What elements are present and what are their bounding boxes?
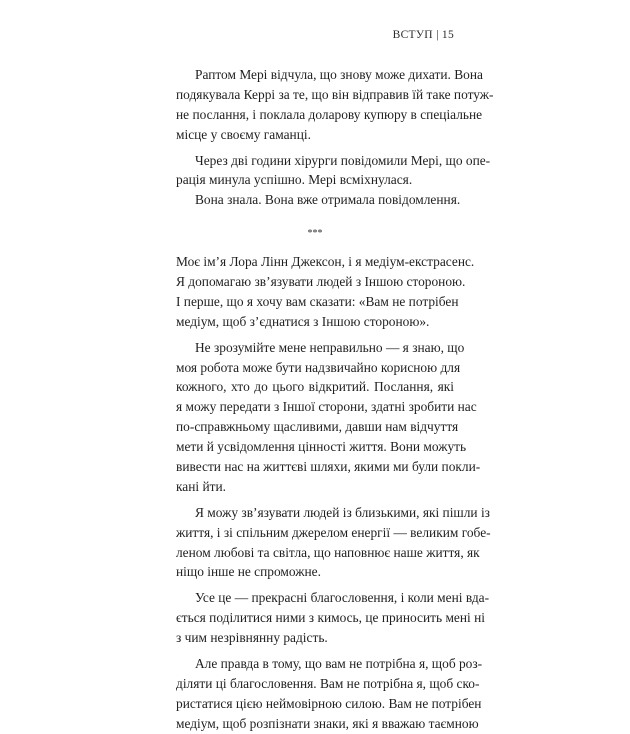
text-line: Вона знала. Вона вже отримала повідомлення. [195, 192, 461, 208]
paragraph [176, 654, 483, 734]
text-line: подякувала Керрі за те, що він відправив їй таке потуж- [176, 86, 494, 102]
paragraph [176, 190, 461, 210]
text-line: Але правда в тому, що вам не потрібна я, щоб роз- [195, 656, 483, 672]
paragraph [176, 151, 491, 191]
text-line: І перше, що я хочу вам сказати: «Вам не потрібен [176, 293, 459, 309]
text-line: Усе це — прекрасні благословення, і коли мені вда- [195, 590, 490, 606]
text-line: ніщо інше не спроможне. [176, 564, 321, 580]
section-title: ВСТУП [392, 29, 433, 41]
paragraph [176, 65, 494, 145]
text-line: медіум, щоб розпізнати знаки, які я вважаю таємною [176, 715, 479, 731]
paragraph [176, 588, 490, 648]
text-line: Через дві години хірурги повідомили Мері, що опе- [195, 152, 491, 168]
running-head [393, 29, 454, 41]
text-line: Я можу зв’язувати людей із близькими, які пішли із [195, 504, 490, 520]
text-line: не послання, і поклала доларову купюру в спеціальне [176, 106, 483, 122]
body-text [176, 65, 494, 734]
text-line: леном любові та світла, що наповнює наше життя, як [176, 544, 480, 560]
text-line: кані йти. [176, 478, 227, 494]
text-line: ристатися цією неймовірною силою. Вам не потрібен [176, 695, 482, 711]
text-line: діляти ці благословення. Вам не потрібна я, щоб ско- [176, 675, 480, 691]
text-line: кожного, хто до цього відкритий. Послання, які [176, 379, 454, 395]
text-line: ється поділитися ними з кимось, це приносить мені ні [176, 610, 485, 626]
text-line: Не зрозумійте мене неправильно — я знаю, що [195, 339, 465, 355]
text-line: медіум, щоб з’єднатися з Іншою стороною». [176, 313, 430, 329]
header-divider: | [436, 29, 439, 41]
text-line: з чим незрівнянну радість. [176, 630, 328, 646]
page-number: 15 [441, 29, 454, 41]
text-line: Я допомагаю зв’язувати людей з Іншою стороною. [176, 274, 466, 290]
text-line: місце у своєму гаманці. [176, 126, 311, 142]
text-line: моя робота може бути надзвичайно корисною для [176, 359, 461, 375]
text-line: життя, і зі спільним джерелом енергії — великим гобе- [176, 524, 491, 540]
text-line: Раптом Мері відчула, що знову може дихати. Вона [195, 67, 483, 82]
text-line: рація минула успішно. Мері всміхнулася. [176, 172, 413, 188]
text-line: мети й усвідомлення цінності життя. Вони можуть [176, 439, 467, 455]
text-line: вивести нас на життєві шляхи, якими ми були покли- [176, 459, 481, 475]
text-line: по-справжньому щасливими, давши нам відчуття [176, 419, 459, 435]
text-line: Моє ім’я Лора Лінн Джексон, і я медіум-екстрасенс. [176, 254, 475, 270]
paragraph [176, 503, 491, 583]
text-line: я можу передати з Іншої сторони, здатні зробити нас [176, 399, 477, 415]
paragraph [176, 252, 475, 332]
paragraph [176, 338, 481, 497]
section-separator: *** [307, 228, 323, 240]
